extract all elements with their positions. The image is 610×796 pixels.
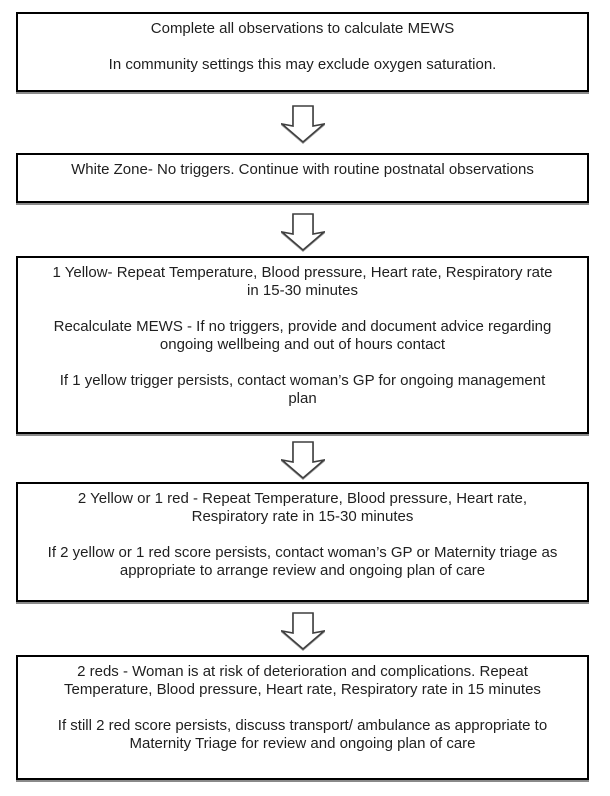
down-arrow-icon xyxy=(281,612,325,650)
down-arrow-icon xyxy=(281,105,325,143)
text-line: in 15-30 minutes xyxy=(247,282,358,299)
text-line: Temperature, Blood pressure, Heart rate, Respiratory rate in 15 minutes xyxy=(64,681,541,698)
box-paragraph xyxy=(21,318,584,354)
text-line: If 2 yellow or 1 red score persists, contact woman’s GP or Maternity triage as xyxy=(47,544,558,561)
text-line: Respiratory rate in 15-30 minutes xyxy=(191,508,414,525)
down-arrow-icon xyxy=(281,441,325,479)
box-one-yellow xyxy=(16,256,589,434)
text-line: If still 2 red score persists, discuss transport/ ambulance as appropriate to xyxy=(57,717,548,734)
text-line: Maternity Triage for review and ongoing plan of care xyxy=(129,735,476,752)
text-line: ongoing wellbeing and out of hours contact xyxy=(159,336,446,353)
box-two-yellow-or-one-red xyxy=(16,482,589,602)
box-paragraph xyxy=(21,161,584,179)
box-paragraph xyxy=(21,544,584,580)
text-line: Complete all observations to calculate MEWS xyxy=(150,20,455,37)
down-arrow-icon xyxy=(281,213,325,251)
box-paragraph xyxy=(21,717,584,753)
text-line: White Zone- No triggers. Continue with routine postnatal observations xyxy=(71,161,534,178)
text-line: 2 Yellow or 1 red - Repeat Temperature, Blood pressure, Heart rate, xyxy=(77,490,528,507)
text-line: Recalculate MEWS - If no triggers, provide and document advice regarding xyxy=(53,318,552,335)
box-complete-observations xyxy=(16,12,589,92)
text-line: If 1 yellow trigger persists, contact woman’s GP for ongoing management xyxy=(59,372,546,389)
box-paragraph xyxy=(21,490,584,526)
text-line: 1 Yellow- Repeat Temperature, Blood pressure, Heart rate, Respiratory rate xyxy=(52,264,553,281)
box-paragraph xyxy=(21,372,584,408)
box-white-zone xyxy=(16,153,589,203)
text-line: plan xyxy=(288,390,317,407)
box-paragraph xyxy=(21,20,584,38)
text-line: 2 reds - Woman is at risk of deterioration and complications. Repeat xyxy=(77,663,528,680)
box-paragraph xyxy=(21,264,584,300)
text-line: In community settings this may exclude oxygen saturation. xyxy=(108,56,497,73)
box-two-reds xyxy=(16,655,589,780)
text-line: appropriate to arrange review and ongoing plan of care xyxy=(119,562,486,579)
box-paragraph xyxy=(21,663,584,699)
box-paragraph xyxy=(21,56,584,74)
